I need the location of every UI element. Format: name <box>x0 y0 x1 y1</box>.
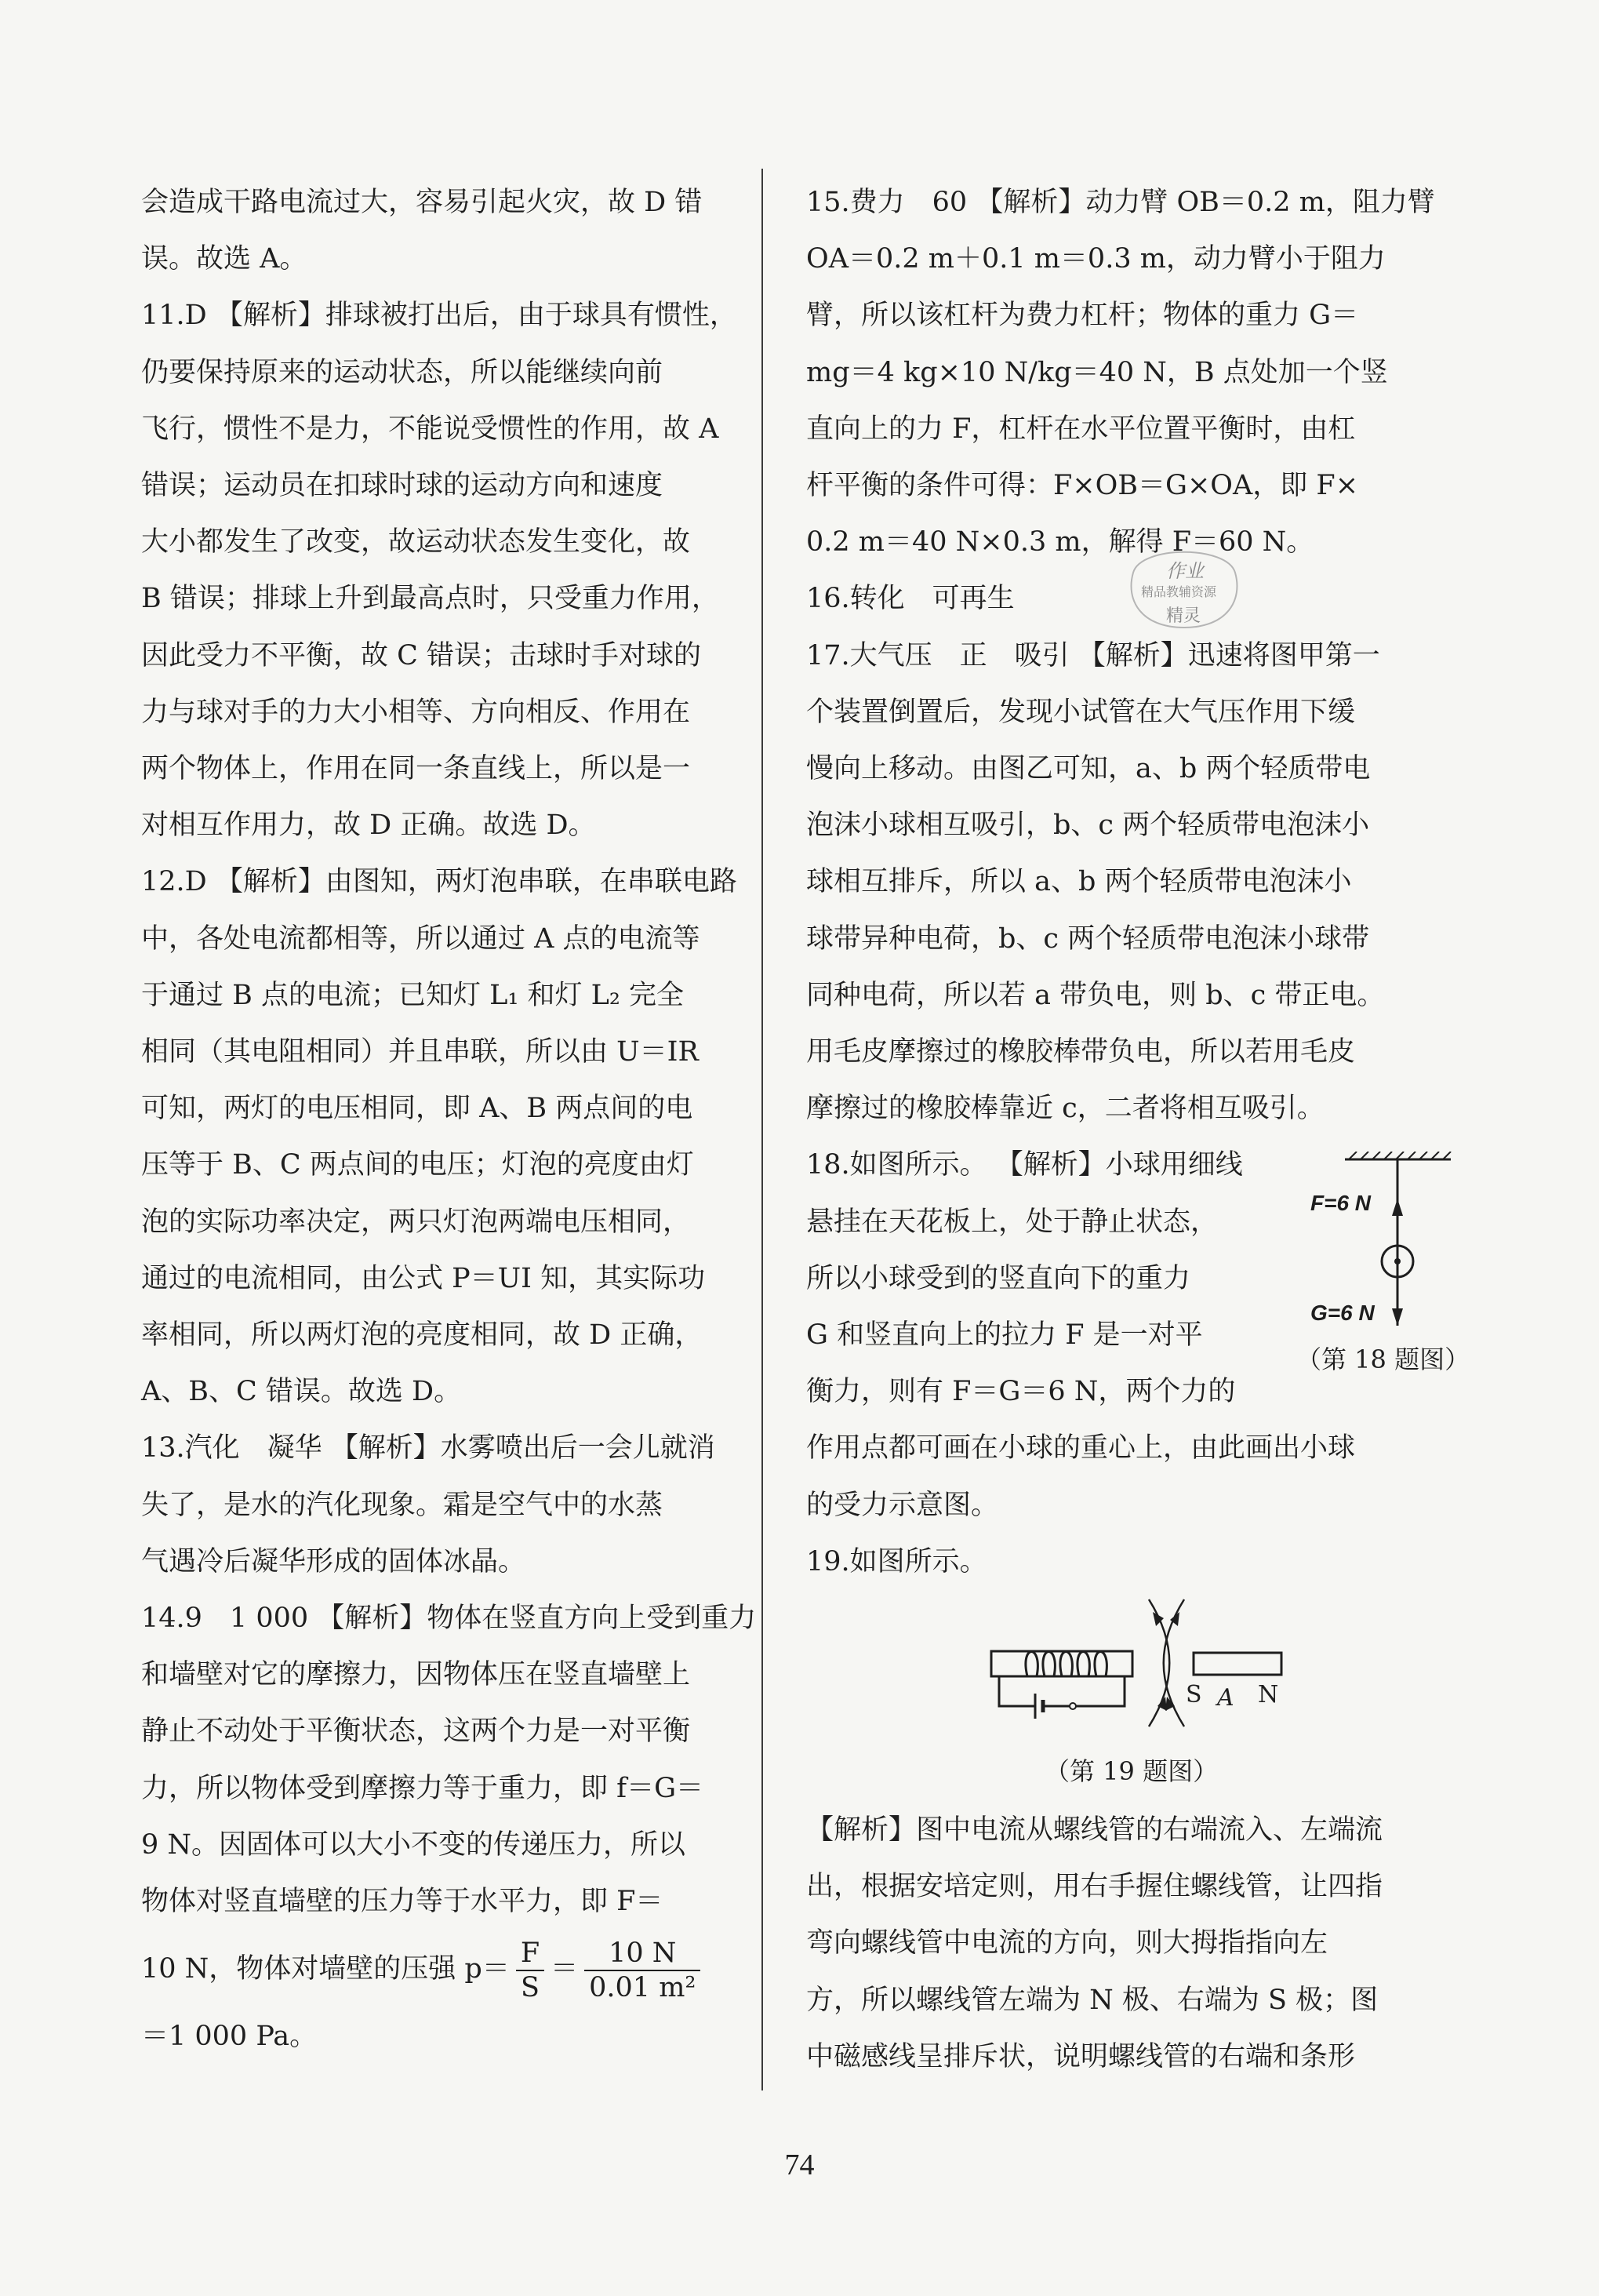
text-line: 率相同，所以两灯泡的亮度相同，故 D 正确， <box>141 1319 703 1352</box>
text-line: 和墙壁对它的摩擦力，因物体压在竖直墙壁上 <box>141 1659 691 1691</box>
text-line: 17.大气压 正 吸引 【解析】迅速将图甲第一 <box>806 639 1380 671</box>
solenoid-diagram <box>988 1596 1286 1730</box>
text-line: 错误；运动员在扣球时球的运动方向和速度 <box>141 470 663 502</box>
fraction-numerator: 10 N <box>584 1937 700 1971</box>
watermark-stamp <box>1117 541 1251 635</box>
text-line: 臂，所以该杠杆为费力杠杆；物体的重力 G＝ <box>806 300 1359 332</box>
text-line: 悬挂在天花板上，处于静止状态， <box>806 1206 1219 1238</box>
force-g-label: G=6 N <box>1310 1301 1375 1325</box>
text-line: 仍要保持原来的运动状态，所以能继续向前 <box>141 356 663 388</box>
text-line: 球相互排斥，所以 a、b 两个轻质带电泡沫小 <box>806 866 1352 898</box>
magnet-label-a: A <box>1217 1684 1234 1712</box>
stamp-line-2: 精品教辅资源 <box>1141 584 1217 599</box>
text-line: 可知，两灯的电压相同，即 A、B 两点间的电 <box>141 1093 693 1125</box>
column-divider <box>761 169 763 2090</box>
text-line: A、B、C 错误。故选 D。 <box>141 1376 462 1408</box>
text-line: 两个物体上，作用在同一条直线上，所以是一 <box>141 753 691 785</box>
figure-19-caption: （第 19 题图） <box>1045 1756 1219 1786</box>
figure-19 <box>988 1596 1286 1786</box>
text-line: 泡沫小球相互吸引，b、c 两个轻质带电泡沫小 <box>806 810 1370 842</box>
circuit-wire-left <box>999 1676 1035 1706</box>
text-line: 弯向螺线管中电流的方向，则大拇指指向左 <box>806 1927 1328 1959</box>
page-number: 74 <box>784 2149 815 2181</box>
text-line: 压等于 B、C 两点间的电压；灯泡的亮度由灯 <box>141 1149 694 1181</box>
stamp-line-1: 作业 <box>1166 560 1204 582</box>
text-line: 因此受力不平衡，故 C 错误；击球时手对球的 <box>141 639 702 671</box>
text-line: 出，根据安培定则，用右手握住螺线管，让四指 <box>806 1871 1383 1903</box>
text-line: 球带异种电荷，b、c 两个轻质带电泡沫小球带 <box>806 922 1370 955</box>
text-line: 19.如图所示。 <box>806 1545 987 1577</box>
text-line: 于通过 B 点的电流；已知灯 L₁ 和灯 L₂ 完全 <box>141 979 685 1011</box>
text-line: 9 N。因固体可以大小不变的传递压力，所以 <box>141 1828 686 1861</box>
force-f-label: F=6 N <box>1310 1191 1372 1215</box>
right-column <box>806 174 1435 2085</box>
fraction-denominator: S <box>520 1971 540 2003</box>
text-line: 误。故选 A。 <box>141 243 307 275</box>
magnet-label-n: N <box>1258 1681 1279 1708</box>
text-line: 力与球对手的力大小相等、方向相反、作用在 <box>141 696 691 728</box>
text-line: G 和竖直向上的拉力 F 是一对平 <box>806 1319 1203 1352</box>
text-line: 0.2 m＝40 N×0.3 m，解得 F＝60 N。 <box>806 526 1314 559</box>
text-line: 的受力示意图。 <box>806 1489 999 1521</box>
text-line: 泡的实际功率决定，两只灯泡两端电压相同， <box>141 1206 691 1238</box>
formula-prefix: 10 N，物体对墙壁的压强 p＝ <box>141 1953 510 1985</box>
fraction-numerator: F <box>516 1937 544 1971</box>
text-line: ＝1 000 Pa。 <box>141 2021 318 2053</box>
text-line: 衡力，则有 F＝G＝6 N，两个力的 <box>806 1376 1236 1408</box>
text-line: 静止不动处于平衡状态，这两个力是一对平衡 <box>141 1716 691 1748</box>
equals-sign: ＝ <box>551 1953 579 1985</box>
text-line: 方，所以螺线管左端为 N 极、右端为 S 极；图 <box>806 1984 1379 2016</box>
text-line: 直向上的力 F，杠杆在水平位置平衡时，由杠 <box>806 413 1356 445</box>
text-line: 作用点都可画在小球的重心上，由此画出小球 <box>806 1432 1356 1465</box>
text-line: 中，各处电流都相等，所以通过 A 点的电流等 <box>141 922 700 955</box>
magnet-label-s: S <box>1186 1681 1202 1708</box>
text-line: OA＝0.2 m＋0.1 m＝0.3 m，动力臂小于阻力 <box>806 243 1386 275</box>
text-line: 所以小球受到的竖直向下的重力 <box>806 1262 1191 1294</box>
text-line: 杆平衡的条件可得：F×OB＝G×OA，即 F× <box>806 470 1359 502</box>
text-line: 18.如图所示。 【解析】小球用细线 <box>806 1149 1243 1181</box>
text-line: 失了，是水的汽化现象。霜是空气中的水蒸 <box>141 1489 663 1521</box>
text-line: 对相互作用力，故 D 正确。故选 D。 <box>141 810 596 842</box>
text-line: 中磁感线呈排斥状，说明螺线管的右端和条形 <box>806 2040 1356 2072</box>
text-line: 物体对竖直墙壁的压力等于水平力，即 F＝ <box>141 1886 663 1918</box>
text-line: 14.9 1 000 【解析】物体在竖直方向上受到重力 <box>141 1603 757 1635</box>
circuit-wire-right <box>1090 1676 1125 1706</box>
text-line: 16.转化 可再生 <box>806 583 1015 615</box>
text-line: 大小都发生了改变，故运动状态发生变化，故 <box>141 526 691 559</box>
text-line: 同种电荷，所以若 a 带负电，则 b、c 带正电。 <box>806 979 1385 1011</box>
arrow-down <box>1392 1308 1403 1326</box>
bar-magnet <box>1194 1653 1281 1675</box>
fraction-denominator: 0.01 m² <box>589 1971 696 2003</box>
pressure-formula-line <box>141 1930 721 2008</box>
text-line: 11.D 【解析】排球被打出后，由于球具有惯性， <box>141 300 737 332</box>
text-line: 通过的电流相同，由公式 P＝UI 知，其实际功 <box>141 1262 706 1294</box>
text-line: 慢向上移动。由图乙可知，a、b 两个轻质带电 <box>806 753 1371 785</box>
stamp-line-3: 精灵 <box>1166 606 1201 626</box>
text-line: 12.D 【解析】由图知，两灯泡串联，在串联电路 <box>141 866 737 898</box>
text-line: 相同（其电阻相同）并且串联，所以由 U＝IR <box>141 1036 699 1068</box>
text-line: 力，所以物体受到摩擦力等于重力，即 f＝G＝ <box>141 1772 704 1804</box>
text-line: 摩擦过的橡胶棒靠近 c，二者将相互吸引。 <box>806 1093 1325 1125</box>
switch-contact <box>1070 1703 1076 1709</box>
figure-18 <box>1296 1152 1470 1387</box>
left-column <box>141 174 757 2065</box>
fraction-f-over-s <box>516 1937 544 2004</box>
text-line: 用毛皮摩擦过的橡胶棒带负电，所以若用毛皮 <box>806 1036 1356 1068</box>
text-line: mg＝4 kg×10 N/kg＝40 N，B 点处加一个竖 <box>806 356 1388 388</box>
figure-18-caption: （第 18 题图） <box>1296 1344 1470 1374</box>
text-line: 气遇冷后凝华形成的固体冰晶。 <box>141 1545 526 1577</box>
solenoid-coils <box>1026 1652 1107 1677</box>
text-line: B 错误；排球上升到最高点时，只受重力作用， <box>141 583 719 615</box>
text-line: 个装置倒置后，发现小试管在大气压作用下缓 <box>806 696 1356 728</box>
arrow-up <box>1392 1199 1403 1216</box>
text-line: 13.汽化 凝华 【解析】水雾喷出后一会儿就消 <box>141 1432 715 1465</box>
text-line: 会造成干路电流过大，容易引起火灾，故 D 错 <box>141 187 703 218</box>
text-line: 【解析】图中电流从螺线管的右端流入、左端流 <box>806 1814 1383 1847</box>
text-line: 飞行，惯性不是力，不能说受惯性的作用，故 A <box>141 413 719 445</box>
fraction-values <box>584 1937 700 2004</box>
text-line: 15.费力 60 【解析】动力臂 OB＝0.2 m，阻力臂 <box>806 187 1435 218</box>
